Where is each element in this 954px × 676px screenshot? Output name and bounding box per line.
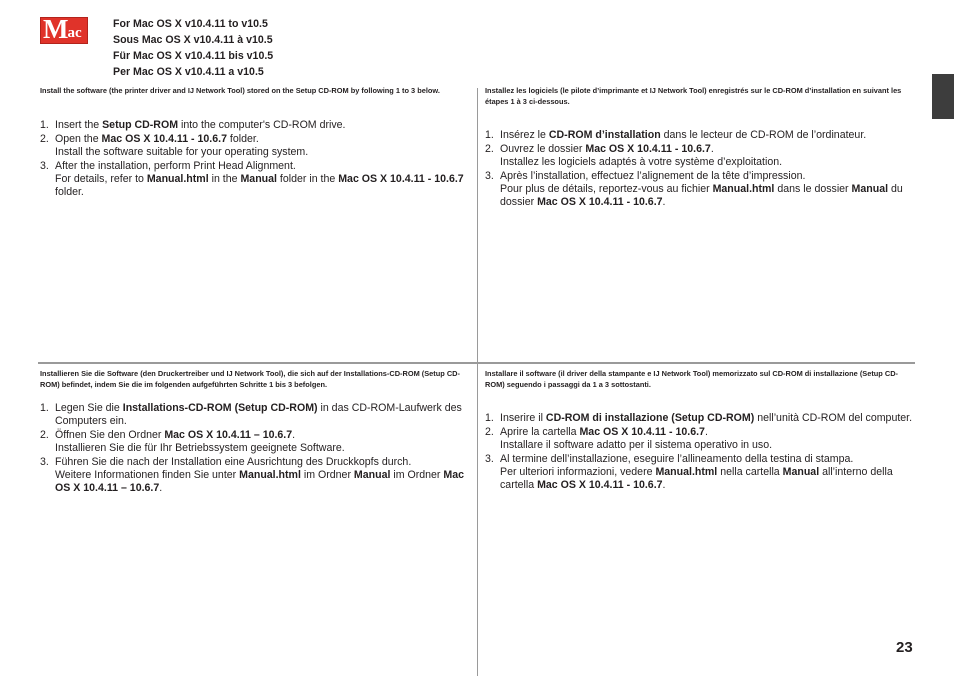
step-number: 2. (40, 429, 49, 441)
step-line (55, 402, 468, 428)
step-text: into the computer's CD-ROM drive. (178, 118, 346, 131)
step-number: 2. (485, 143, 494, 155)
bold-term: Mac OS X 10.4.11 – 10.6.7 (55, 469, 465, 494)
step-text: in das CD-ROM-Laufwerk des Computers ein. (55, 402, 462, 427)
step-text: dans le lecteur de CD-ROM de l’ordinateur. (660, 129, 867, 141)
step-line (500, 412, 913, 425)
section-french (485, 86, 913, 210)
step-text: Insérez le (500, 129, 549, 141)
step-text: im Ordner (300, 469, 354, 481)
bold-term: Manual (353, 469, 391, 481)
step-line (55, 429, 468, 442)
bold-term: Mac OS X 10.4.11 - 10.6.7 (537, 479, 663, 491)
step-line (500, 426, 913, 439)
section-english (40, 86, 468, 200)
step-text: nell’unità CD-ROM del computer. (754, 412, 913, 424)
step-item (485, 129, 913, 142)
step-line (500, 156, 913, 169)
step-text: Installieren Sie die für Ihr Betriebssystem geeignete Software. (55, 442, 345, 454)
step-text: Legen Sie die (55, 402, 123, 414)
step-number: 2. (40, 132, 49, 145)
step-item (40, 160, 468, 199)
step-line (55, 442, 468, 455)
bold-term: Manual (851, 183, 889, 195)
step-item (40, 456, 468, 495)
mac-logo (40, 14, 88, 44)
step-item (40, 402, 468, 428)
title-fr: Sous Mac OS X v10.4.11 à v10.5 (113, 34, 273, 46)
step-text: folder in the (276, 172, 339, 185)
step-item (40, 119, 468, 132)
step-line (55, 469, 468, 495)
os-version-titles (113, 16, 273, 80)
step-line (55, 119, 468, 132)
horizontal-divider (38, 362, 915, 364)
step-text: Weitere Informationen finden Sie unter (55, 469, 240, 481)
step-text: im Ordner (390, 469, 444, 481)
title-it: Per Mac OS X v10.4.11 a v10.5 (113, 66, 264, 78)
step-text: Inserire il (500, 412, 546, 424)
step-list (40, 402, 468, 495)
step-text: Per ulteriori informazioni, vedere (500, 466, 656, 478)
section-intro: Install the software (the printer driver and IJ Network Tool) stored on the Setup CD-ROM by following 1 to 3 below. (40, 86, 440, 95)
step-list (40, 119, 468, 199)
bold-term: Mac OS X 10.4.11 - 10.6.7 (338, 172, 464, 185)
step-text: . (710, 143, 714, 155)
bold-term: Mac OS X 10.4.11 - 10.6.7 (579, 426, 705, 438)
step-number: 3. (40, 159, 49, 172)
step-text: For details, refer to (55, 172, 147, 185)
section-german (40, 369, 468, 496)
bold-term: Manual.html (146, 172, 209, 185)
step-line (55, 173, 468, 199)
step-text: . (292, 429, 296, 441)
section-intro: Installez les logiciels (le pilote d’imprimante et IJ Network Tool) enregistrés sur le CD-ROM d’installation en suivant les étapes 1 à 3 ci-dessous. (485, 86, 902, 106)
step-line (500, 143, 913, 156)
step-item (485, 453, 913, 492)
bold-term: Mac OS X 10.4.11 - 10.6.7 (537, 196, 663, 208)
vertical-divider-top (477, 88, 478, 362)
step-text: Aprire la cartella (500, 426, 580, 438)
step-text: all’interno della cartella (500, 466, 893, 491)
step-text: Öffnen Sie den Ordner (55, 429, 165, 441)
bold-term: Manual.html (655, 466, 718, 478)
step-number: 2. (485, 426, 494, 438)
step-text: Installez les logiciels adaptés à votre système d’exploitation. (500, 156, 783, 168)
bold-term: Mac OS X 10.4.11 – 10.6.7 (164, 429, 293, 441)
step-number: 1. (485, 129, 494, 141)
step-line (500, 129, 913, 142)
section-tab-marker (932, 74, 954, 119)
step-text: folder. (55, 185, 84, 198)
bold-term: CD-ROM di installazione (Setup CD-ROM) (545, 412, 755, 424)
step-number: 1. (40, 118, 49, 131)
section-intro: Installare il software (il driver della stampante e IJ Network Tool) memorizzato sul CD-ROM di installazione (Setup CD-ROM) seguendo i passaggi da 1 a 3 sottostanti. (485, 369, 898, 389)
step-line (500, 170, 913, 183)
step-text: nella cartella (717, 466, 783, 478)
bold-term: CD-ROM d’installation (548, 129, 661, 141)
step-text: Ouvrez le dossier (500, 143, 586, 155)
step-text: du dossier (500, 183, 903, 208)
page-number: 23 (896, 639, 913, 656)
bold-term: Manual.html (239, 469, 301, 481)
step-list (485, 129, 913, 209)
step-number: 3. (485, 170, 494, 182)
step-number: 1. (485, 412, 494, 424)
bold-term: Mac OS X 10.4.11 - 10.6.7 (101, 132, 227, 145)
step-item (485, 426, 913, 452)
title-en: For Mac OS X v10.4.11 to v10.5 (113, 18, 268, 30)
step-text: Insert the (55, 118, 103, 131)
title-de: Für Mac OS X v10.4.11 bis v10.5 (113, 50, 274, 62)
step-text: Pour plus de détails, reportez-vous au fichier (500, 183, 713, 195)
step-line (500, 183, 913, 209)
mac-logo-small-letters: ac (67, 25, 82, 41)
step-item (485, 143, 913, 169)
step-text: Install the software suitable for your operating system. (55, 145, 309, 158)
step-item (485, 412, 913, 425)
bold-term: Setup CD-ROM (102, 118, 179, 131)
step-number: 3. (40, 456, 49, 468)
bold-term: Mac OS X 10.4.11 - 10.6.7 (585, 143, 711, 155)
step-text: Après l’installation, effectuez l’alignement de la tête d’impression. (500, 170, 806, 182)
step-text: . (662, 479, 666, 491)
vertical-divider-bottom (477, 364, 478, 676)
bold-term: Manual.html (712, 183, 775, 195)
step-item (40, 133, 468, 159)
mac-logo-big-letter: M (43, 14, 68, 44)
step-item (40, 429, 468, 455)
step-line (500, 439, 913, 452)
step-line (500, 466, 913, 492)
step-number: 3. (485, 453, 494, 465)
step-number: 1. (40, 402, 49, 414)
step-text: Installare il software adatto per il sistema operativo in uso. (500, 439, 773, 451)
step-text: Open the (55, 132, 102, 145)
step-text: Führen Sie die nach der Installation eine Ausrichtung des Druckkopfs durch. (55, 456, 412, 468)
step-text: . (704, 426, 708, 438)
step-text: . (159, 482, 163, 494)
step-line (55, 456, 468, 469)
bold-term: Manual (782, 466, 820, 478)
step-line (55, 146, 468, 159)
step-text: folder. (226, 132, 259, 145)
section-intro: Installieren Sie die Software (den Druckertreiber und IJ Network Tool), die sich auf der Installations-CD-ROM (Setup CD-ROM) befindet, indem Sie die im folgenden aufgeführten Schritte 1 bis 3 befolgen. (40, 369, 460, 389)
step-text: . (662, 196, 666, 208)
section-italian (485, 369, 913, 493)
bold-term: Manual (240, 172, 277, 185)
step-text: dans le dossier (774, 183, 852, 195)
bold-term: Installations-CD-ROM (Setup CD-ROM) (122, 402, 318, 414)
step-line (55, 160, 468, 173)
step-list (485, 412, 913, 492)
step-text: in the (208, 172, 241, 185)
step-text: After the installation, perform Print Head Alignment. (55, 159, 296, 172)
step-item (485, 170, 913, 209)
step-line (55, 133, 468, 146)
step-text: Al termine dell’installazione, eseguire l’allineamento della testina di stampa. (500, 453, 854, 465)
step-line (500, 453, 913, 466)
